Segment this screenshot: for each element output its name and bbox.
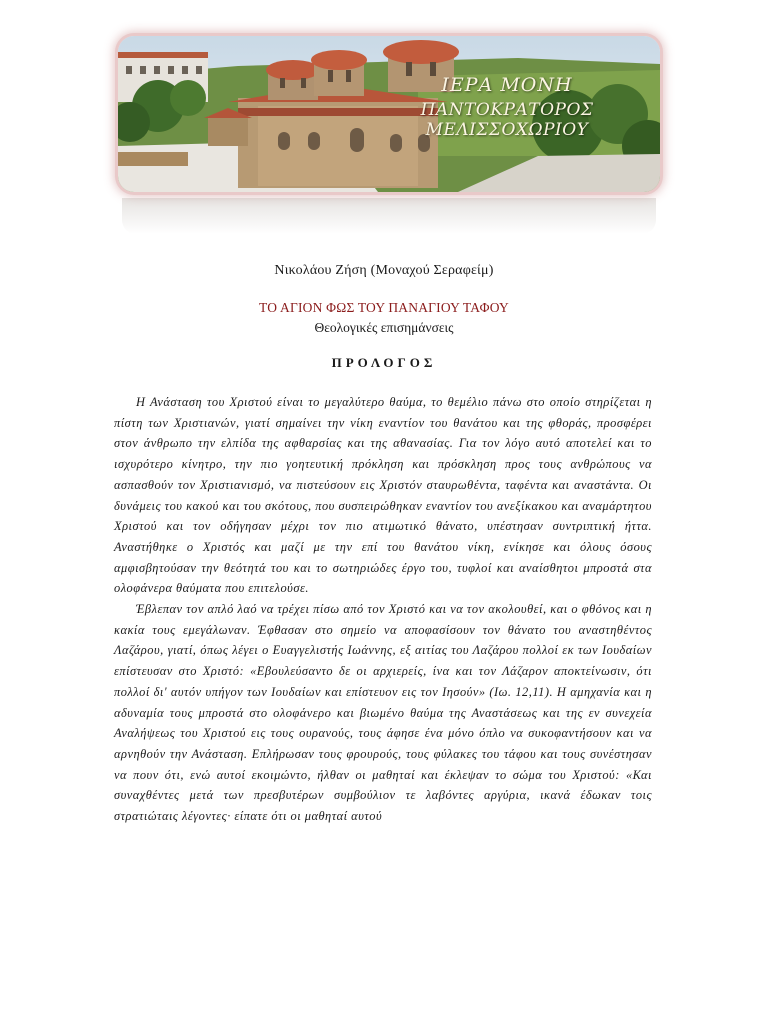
author-line: Νικολάου Ζήση (Μοναχού Σεραφείμ) [274,263,494,278]
paragraph-1: Η Ανάσταση του Χριστού είναι το μεγαλύτερο θαύμα, το θεμέλιο πάνω στο οποίο στηρίζεται η πίστη των Χριστιανών, γιατί σημαίνει την νίκη εναντίον του θανάτου και της φθοράς, προσφέρει στον άνθρωπο την ελπίδα της αφθαρσίας και της αθανασίας. Για τον λόγο αυτό αποτελεί και το ισχυρότερο κίνητρο, την πιο γοητευτική πρόκληση και πρόσκληση προς τους ανθρώπους να ασπασθούν τον Χριστιανισμό, να πιστεύσουν εις Χριστόν σταυρωθέντα, ταφέντα και αναστάντα. Οι δυνάμεις του κακού και του σκότους, που συσπειρώθηκαν εναντίον του ανεξίκακου και αναμάρτητου Χριστού και τον οδήγησαν μέχρι τον πιο ατιμωτικό θάνατο, υπέστησαν συντριπτική ήττα. Αναστήθηκε ο Χριστός και μαζί με την επί του θανάτου νίκη, ενίκησε και όλους όσους αμφισβητούσαν την θεότητά του και το σωτηριώδες έργο του, τυφλοί και αναίσθητοι μπροστά στα ολοφάνερα θαύματα που επιτελούσε. [114,395,652,596]
banner-title-line1: ΙΕΡΑ ΜΟΝΗ [441,74,573,96]
monastery-banner [118,36,660,192]
document-title: ΤΟ ΑΓΙΟΝ ΦΩΣ ΤΟΥ ΠΑΝΑΓΙΟΥ ΤΑΦΟΥ [259,300,509,315]
document-body [114,392,652,827]
banner-title-line2: ΠΑΝΤΟΚΡΑΤΟΡΟΣ ΜΕΛΙΣΣΟΧΩΡΙΟΥ [420,100,594,140]
banner-reflection [122,198,656,234]
paragraph-2: Έβλεπαν τον απλό λαό να τρέχει πίσω από τον Χριστό και να τον ακολουθεί, και ο φθόνος και η κακία τους εμεγάλωναν. Έφθασαν στο σημείο να αποφασίσουν τον θάνατο του αναστηθέντος Λαζάρου, γιατί, όπως λέγει ο Ευαγγελιστής Ιωάννης, εξ αιτίας του Λαζάρου πολλοί εκ των Ιουδαίων επίστευσαν στο Χριστό: «Εβουλεύσαντο δε οι αρχιερείς, ίνα και τον Λάζαρον αποκτείνωσιν, ότι πολλοί δι' αυτόν υπήγον των Ιουδαίων και επίστευον εις τον Ιησούν» (Ιω. 12,11). Η αμηχανία και η αδυναμία τους μπροστά στο ολοφάνερο και βιωμένο θαύμα της Αναστάσεως και της εν συνεχεία Αναλήψεως του Χριστού εις τους ουρανούς, τους άφησε ένα μόνο όπλο να συκοφαντήσουν και να αρνηθούν την Ανάσταση. Επλήρωσαν τους φρουρούς, τους φύλακες του τάφου και τους συνέστησαν να πουν ότι, ενώ αυτοί εκοιμώντο, ήλθαν οι μαθηταί και έκλεψαν το σώμα του Χριστού: «Και συναχθέντες μετά των πρεσβυτέρων συμβούλιον τε λαβόντες αργύρια, ικανά έδωκαν τοις στρατιώταις λέγοντες· είπατε ότι οι μαθηταί αυτού [114,602,652,824]
document-subtitle: Θεολογικές επισημάνσεις [314,320,454,335]
banner-title [382,74,632,140]
section-heading: ΠΡΟΛΟΓΟΣ [331,355,437,370]
